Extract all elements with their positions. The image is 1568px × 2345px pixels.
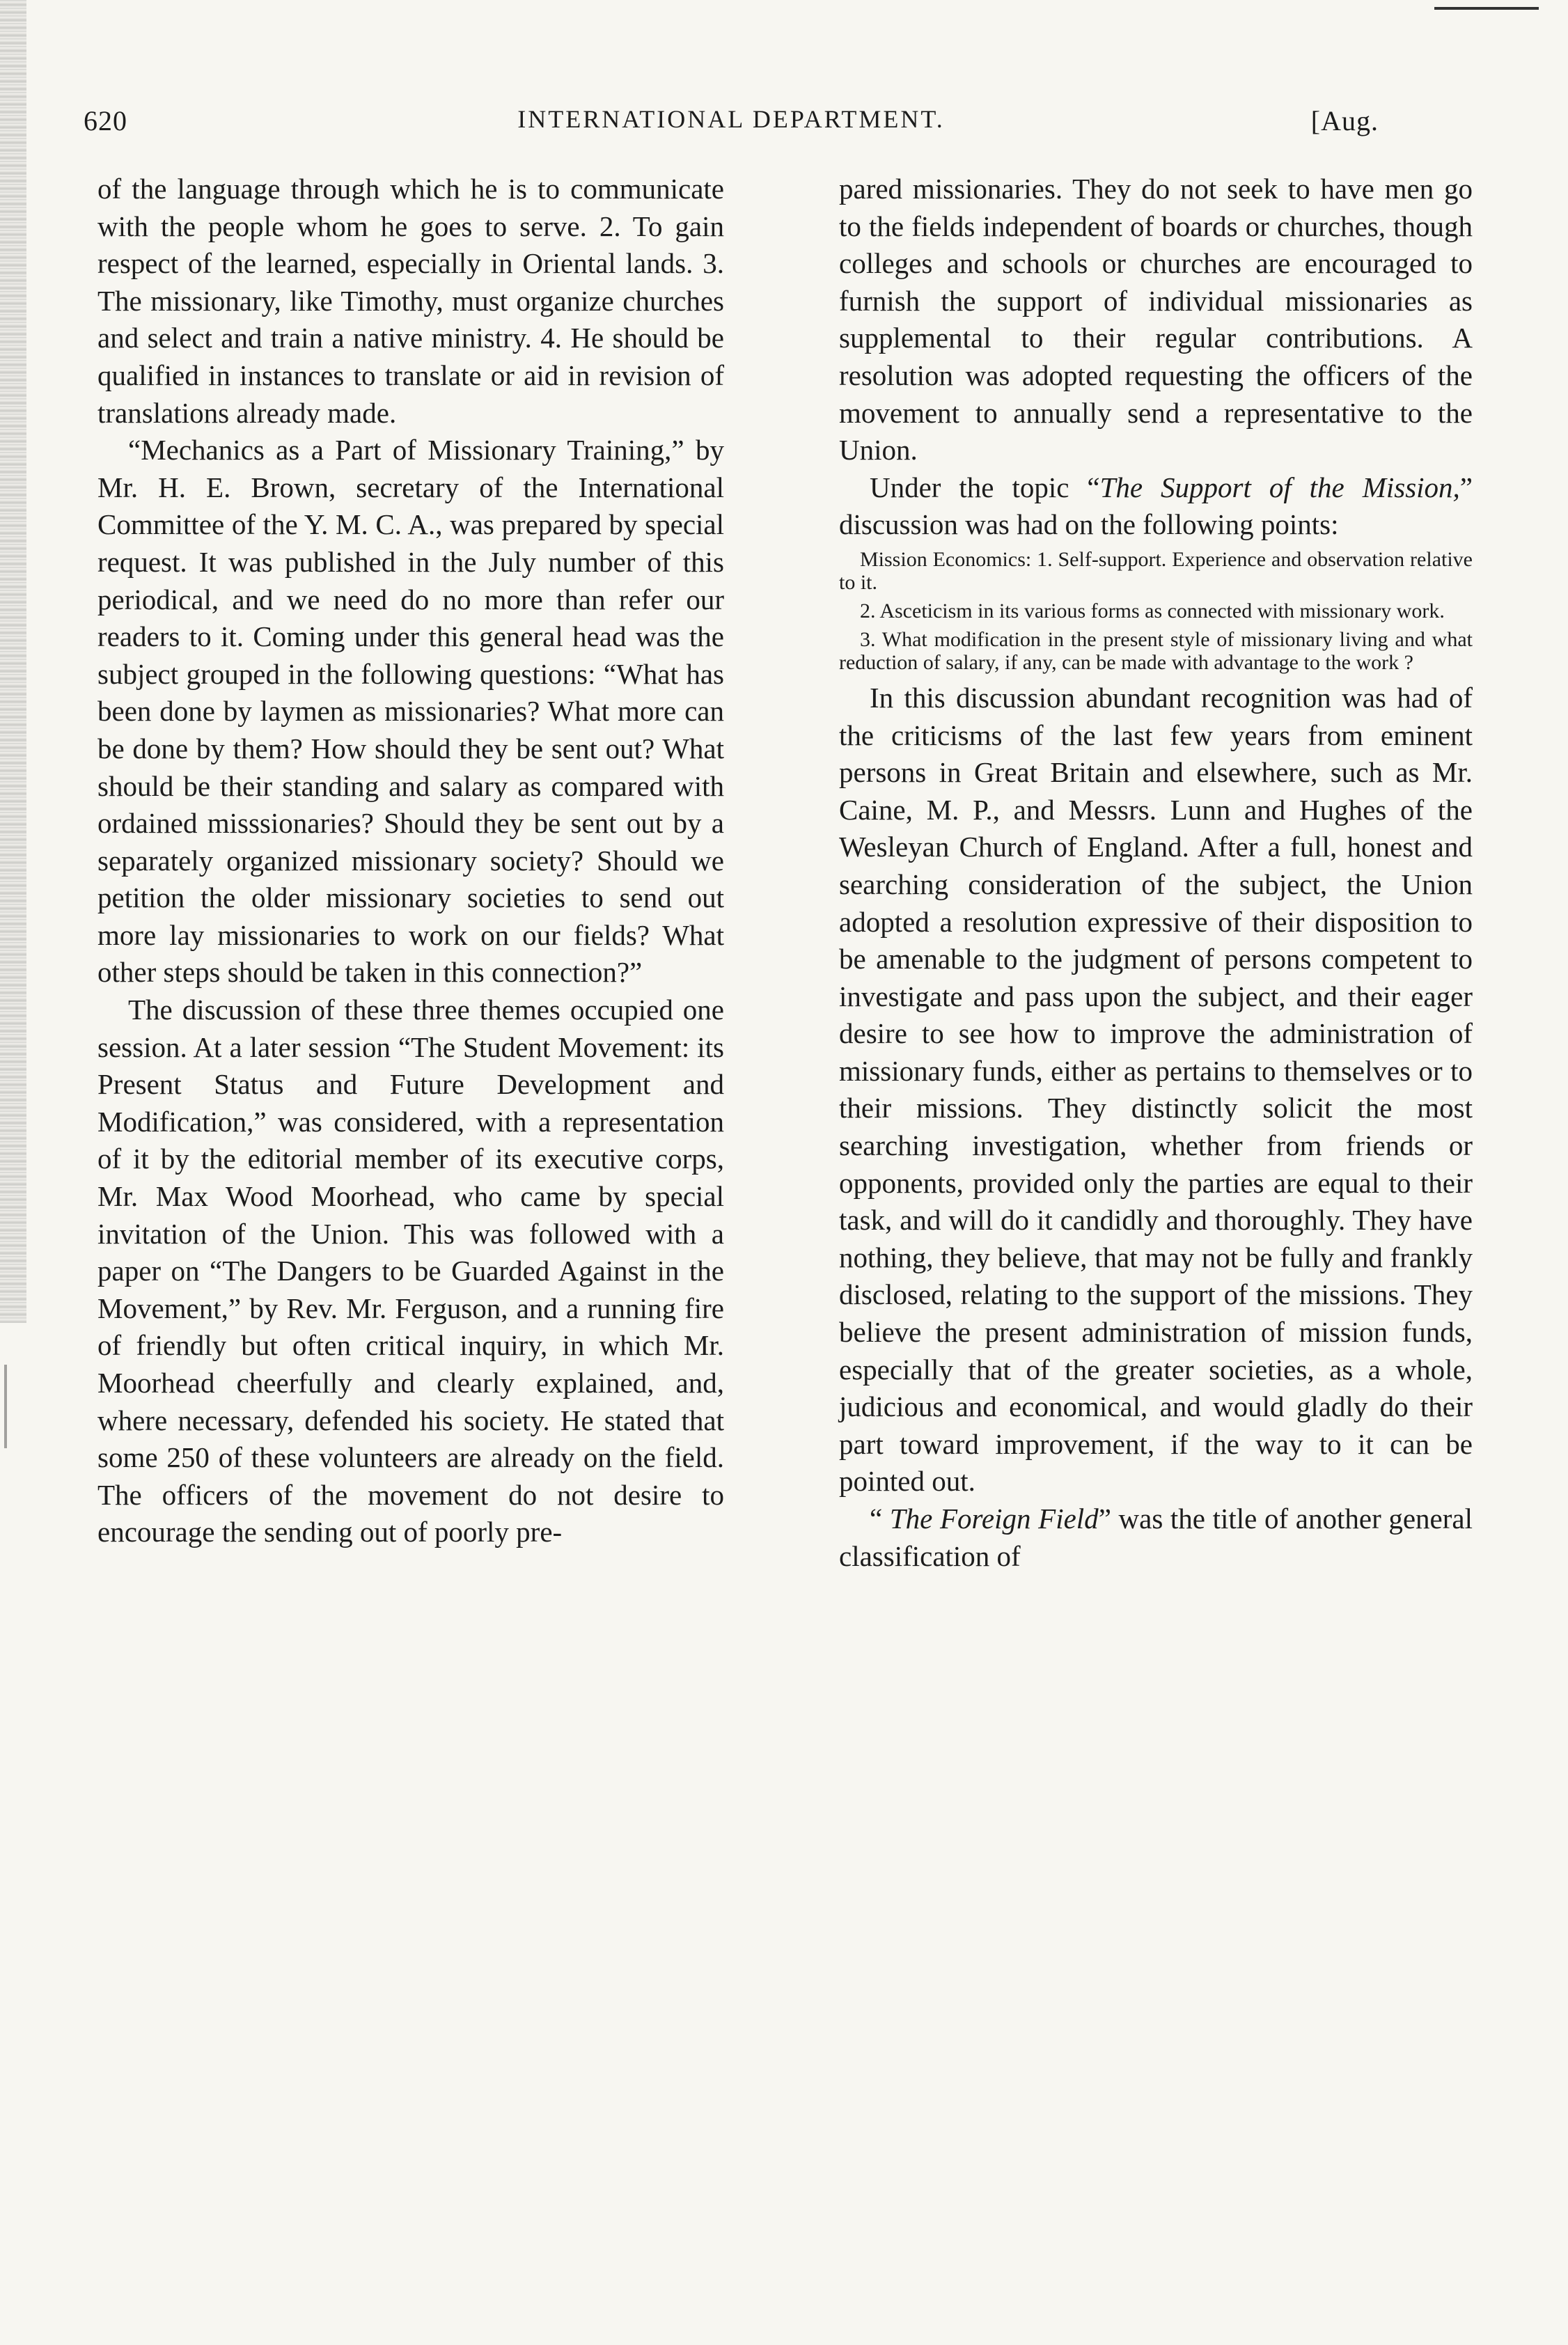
left-paragraph-1: of the language through which he is to communicate with the people whom he goes to serve. 2. To gain respect of the learned, especially in Oriental lands. 3. The missionary, like Timothy, must organize churches and select and train a native ministry. 4. He should be qualified in instances to translate or aid in revision of translations already made. — [97, 173, 724, 429]
left-paragraph-2: “Mechanics as a Part of Missionary Training,” by Mr. H. E. Brown, secretary of the International Committee of the Y. M. C. A., was prepared by special request. It was published in the July number of this periodical, and we need do no more than refer our readers to it. Coming under this general head was the subject grouped in the following questions: “What has been done by laymen as missionaries? What more can be done by them? How should they be sent out? What should be their standing and salary as compared with ordained misssionaries? Should they be sent out by a separately organized missionary society? Should we petition the older missionary societies to send out more lay missionaries to work on our fields? What other steps should be taken in this connection?” — [97, 434, 724, 989]
field-rest: ” was the title of another general classification of — [839, 1503, 1473, 1572]
field-lead: “ — [870, 1503, 890, 1535]
right-paragraph-4 — [839, 1500, 1473, 1575]
top-rule — [1434, 7, 1539, 10]
topic-rest: ” discussion was had on the following points: — [839, 471, 1473, 541]
left-paragraph-3: The discussion of these three themes occupied one session. At a later session “The Student Movement: its Present Status and Future Development and Modification,” was considered, with a representation of it by the editorial member of its executive corps, Mr. Max Wood Moorhead, who came by special invitation of the Union. This was followed with a paper on “The Dangers to be Guarded Against in the Movement,” by Rev. Mr. Ferguson, and a running fire of friendly but often critical inquiry, in which Mr. Moorhead cheerfully and clearly explained, and, where necessary, defended his society. He stated that some 250 of these volunteers are already on the field. The officers of the movement do not desire to encourage the sending out of poorly pre- — [97, 994, 724, 1548]
topic-lead: Under the topic “ — [870, 471, 1100, 503]
left-column — [97, 171, 724, 1551]
scan-edge-mark — [4, 1365, 7, 1448]
point-item: 2. Asceticism in its various forms as connected with missionary work. — [860, 599, 1445, 622]
point-item: Mission Economics: 1. Self-support. Experience and observation relative to it. — [839, 547, 1473, 594]
point-item: 3. What modification in the present style of missionary living and what reduction of salary, if any, can be made with advantage to the work ? — [839, 627, 1473, 674]
running-title: INTERNATIONAL DEPARTMENT. — [517, 105, 945, 133]
right-paragraph-1: pared missionaries. They do not seek to have men go to the fields independent of boards or churches, though colleges and schools or churches are encouraged to furnish the support of individual missionaries as supplemental to their regular contributions. A resolution was adopted requesting the officers of the movement to annually send a representative to the Union. — [839, 173, 1473, 466]
right-paragraph-3: In this discussion abundant recognition was had of the criticisms of the last few years from eminent persons in Great Britain and elsewhere, such as Mr. Caine, M. P., and Messrs. Lunn and Hughes of the Wesleyan Church of England. After a full, honest and searching consideration of the subject, the Union adopted a resolution expressive of their disposition to be amenable to the judgment of persons competent to investigate and pass upon the subject, and their eager desire to see how to improve the administration of missionary funds, either as pertains to themselves or to their missions. They distinctly solicit the most searching investigation, whether from friends or opponents, provided only the parties are equal to their task, and will do it candidly and thoroughly. They have nothing, they believe, that may not be fully and frankly disclosed, relating to the support of the missions. They believe the present administration of mission funds, especially that of the greater societies, as a whole, judicious and economical, and would gladly do their part toward improvement, if the way to it can be pointed out. — [839, 681, 1473, 1498]
page-header — [84, 104, 1379, 153]
topic-title: The Support of the Mission, — [1099, 471, 1460, 503]
month-label: [Aug. — [1310, 105, 1379, 136]
points-list — [839, 548, 1473, 674]
field-title: The Foreign Field — [889, 1503, 1099, 1535]
page-number: 620 — [84, 105, 127, 136]
right-column — [839, 171, 1473, 1575]
scan-edge-artifact — [0, 0, 26, 1323]
right-paragraph-2 — [839, 469, 1473, 544]
